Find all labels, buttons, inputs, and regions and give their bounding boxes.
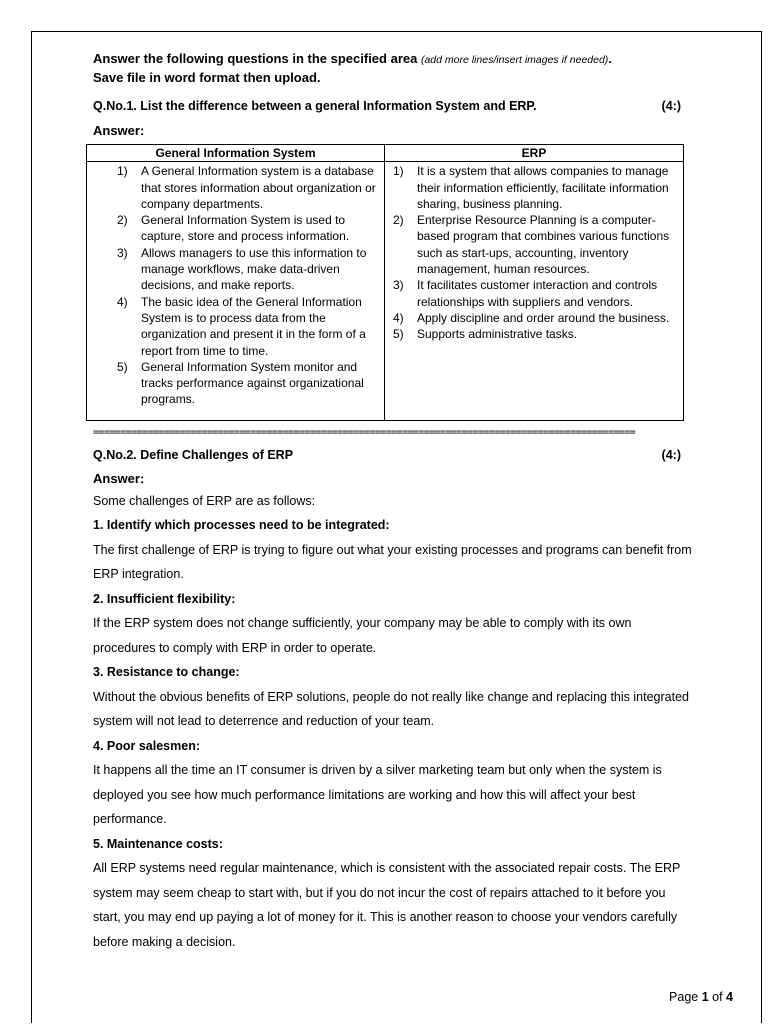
instructions-line2: Save file in word format then upload. bbox=[93, 70, 321, 85]
document-body bbox=[93, 50, 693, 954]
erp-item-text: Enterprise Resource Planning is a computer-based program that combines various functions such as start-ups, accounting, inventory management, human resources. bbox=[417, 213, 670, 277]
erp-item-text: It facilitates customer interaction and controls relationships with suppliers and vendors. bbox=[417, 278, 658, 309]
question-2 bbox=[93, 447, 693, 463]
footer-page-total: 4 bbox=[726, 990, 733, 1004]
footer-of-word: of bbox=[708, 990, 727, 1004]
gis-item-number: 3) bbox=[117, 245, 128, 260]
challenge-text: Without the obvious benefits of ERP solutions, people do not really like change and replacing this integrated system will not lead to deterrence and reduction of your team. bbox=[93, 689, 689, 729]
gis-item bbox=[87, 163, 384, 212]
instructions bbox=[93, 50, 693, 86]
erp-item-text: Supports administrative tasks. bbox=[417, 327, 578, 342]
answer-2-body bbox=[93, 489, 693, 955]
erp-item-number: 3) bbox=[393, 278, 404, 293]
gis-item-text: General Information System monitor and tracks performance against organizational programs. bbox=[141, 359, 364, 407]
gis-list bbox=[87, 163, 384, 407]
erp-item-number: 1) bbox=[393, 164, 404, 179]
table-header-gis: General Information System bbox=[87, 145, 385, 162]
instructions-line1: Answer the following questions in the specified area bbox=[93, 51, 421, 66]
challenge-text: The first challenge of ERP is trying to figure out what your existing processes and programs can benefit from ERP integration. bbox=[93, 542, 692, 582]
gis-item-text: General Information System is used to capture, store and process information. bbox=[141, 213, 350, 244]
answer-2-label: Answer: bbox=[93, 470, 145, 486]
erp-item bbox=[385, 163, 683, 212]
challenge-text: It happens all the time an IT consumer is driven by a silver marketing team but only when the system is deployed you see how much performance limitations are working and how this will affect your best performance. bbox=[93, 763, 662, 827]
gis-item-text: The basic idea of the General Information System is to process data from the organization and present it in the form of a report from time to time. bbox=[141, 294, 366, 358]
gis-item-number: 5) bbox=[117, 359, 128, 374]
gis-item bbox=[87, 212, 384, 245]
erp-item bbox=[385, 310, 683, 326]
question-2-marks: (4:) bbox=[661, 447, 681, 462]
question-1-text: Q.No.1. List the difference between a general Information System and ERP. bbox=[93, 99, 537, 113]
challenge-text: All ERP systems need regular maintenance, which is consistent with the associated repair costs. The ERP system may seem cheap to start with, but if you do not incur the cost of repairs attached to it before you start, you may end up paying a lot of money for it. This is another reason to choose your vendors carefully before making a decision. bbox=[93, 861, 681, 949]
gis-item bbox=[87, 294, 384, 359]
instructions-note: (add more lines/insert images if needed) bbox=[420, 54, 609, 66]
challenge-text: If the ERP system does not change sufficiently, your company may be able to comply with its own procedures to comply with ERP in order to operate. bbox=[93, 616, 632, 655]
question-1-marks: (4:) bbox=[661, 99, 681, 113]
challenge-heading: 1. Identify which processes need to be integrated: bbox=[93, 518, 390, 533]
erp-item bbox=[385, 326, 683, 342]
gis-item-number: 1) bbox=[117, 164, 128, 179]
challenge-heading: 5. Maintenance costs: bbox=[93, 836, 223, 851]
erp-item-text: It is a system that allows companies to manage their information efficiently, facilitate information sharing, business planning. bbox=[417, 164, 669, 211]
table-header-erp: ERP bbox=[385, 145, 684, 162]
challenge-heading: 2. Insufficient flexibility: bbox=[93, 591, 236, 606]
question-1 bbox=[93, 98, 693, 114]
gis-item-number: 4) bbox=[117, 294, 128, 309]
answer-1-label: Answer: bbox=[93, 123, 145, 138]
section-divider: ==================================================================================================== bbox=[93, 426, 636, 438]
gis-item bbox=[87, 245, 384, 294]
gis-item-text: Allows managers to use this information to manage workflows, make data-driven decisions, and make reports. bbox=[141, 245, 367, 293]
gis-item-number: 2) bbox=[117, 213, 128, 228]
erp-item-number: 2) bbox=[393, 213, 404, 228]
instructions-period: . bbox=[608, 51, 612, 66]
erp-item bbox=[385, 212, 683, 277]
erp-item bbox=[385, 277, 683, 310]
erp-item-number: 4) bbox=[393, 310, 404, 325]
challenge-heading: 4. Poor salesmen: bbox=[93, 738, 200, 753]
comparison-table bbox=[86, 144, 684, 421]
erp-item-text: Apply discipline and order around the business. bbox=[417, 310, 670, 325]
erp-column bbox=[385, 162, 684, 420]
gis-item bbox=[87, 359, 384, 408]
challenge-heading: 3. Resistance to change: bbox=[93, 665, 240, 680]
answer-2-intro: Some challenges of ERP are as follows: bbox=[93, 493, 316, 508]
footer-page-number: 1 bbox=[701, 990, 709, 1004]
page-footer bbox=[669, 990, 733, 1004]
footer-page-word: Page bbox=[669, 990, 702, 1004]
erp-item-number: 5) bbox=[393, 327, 404, 342]
gis-column bbox=[87, 162, 385, 420]
question-2-text: Q.No.2. Define Challenges of ERP bbox=[93, 447, 294, 462]
gis-item-text: A General Information system is a database that stores information about organization or company departments. bbox=[141, 164, 376, 211]
erp-list bbox=[385, 163, 683, 342]
